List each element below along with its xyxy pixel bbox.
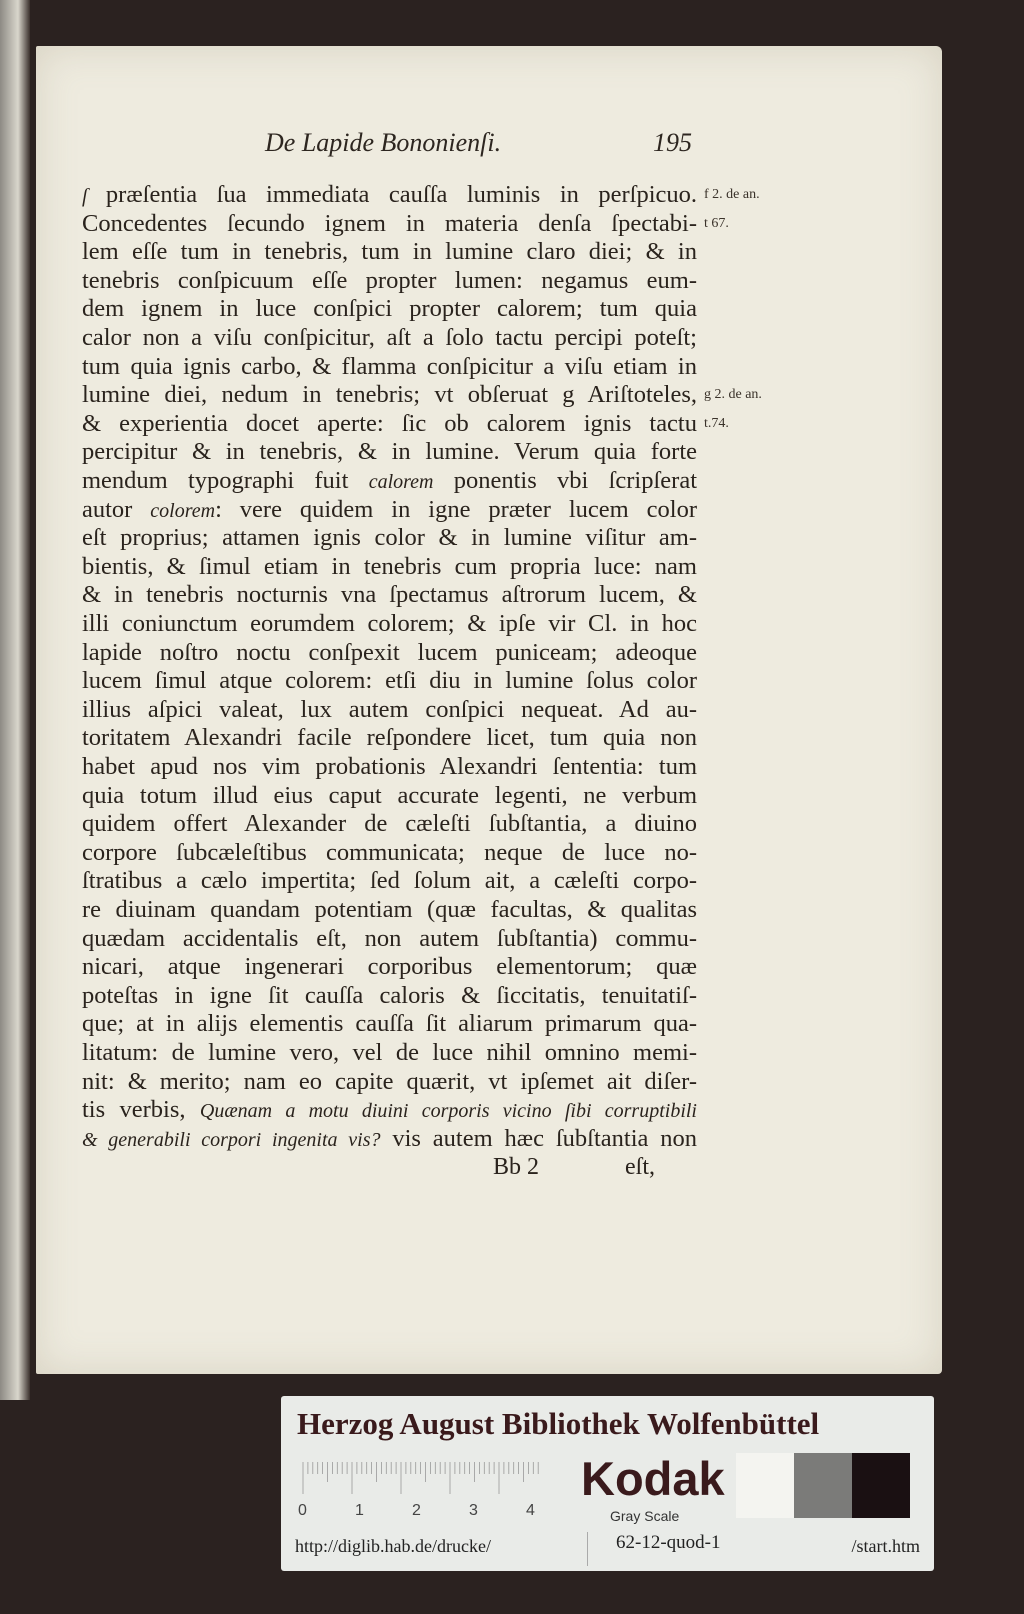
text-run: lapide noſtro noctu conſpexit lucem puniceam; adeoque [82,638,697,666]
url-suffix: /start.htm [851,1536,920,1556]
text-run: & experientia docet aperte: ſic ob calorem ignis tactu [82,409,697,437]
text-line [82,181,697,209]
text-line [82,353,697,381]
text-line [82,553,697,581]
text-run: tis verbis, [82,1096,200,1124]
text-line [82,467,697,495]
url-prefix: http://diglib.hab.de/drucke/ [295,1536,491,1556]
ruler-number: 1 [355,1502,364,1519]
text-run: : vere quidem in igne præter lucem color [215,495,697,523]
text-run: eſt proprius; attamen ignis color & in lumine viſitur am- [82,524,697,552]
text-line [82,581,697,609]
text-run: tum quia ignis carbo, & flamma conſpicitur a viſu etiam in [82,352,697,380]
catchword: eſt, [625,1154,655,1180]
text-run: toritatem Alexandri facile reſpondere licet, tum quia non [82,724,697,752]
italic-text: Quænam a motu diuini corporis vicino ſibi corruptibili [199,1100,697,1123]
signature-mark: Bb 2 [493,1154,540,1180]
text-run: quia totum illud eius caput accurate legenti, ne verbum [82,781,697,809]
adjacent-page-edge [0,0,30,1400]
ruler-number: 4 [526,1502,535,1519]
text-run: bientis, & ſimul etiam in tenebris cum propria luce: nam [82,552,697,580]
margin-note: g 2. de an. [704,387,762,403]
text-run: ſtratibus a cælo impertita; ſed ſolum ait, a cæleſti corpo- [82,867,697,895]
text-line [82,267,697,295]
italic-text: & generabili corpori ingenita vis? [82,1128,381,1151]
text-run: que; at in alijs elementis cauſſa ſit aliarum primarum qua- [82,1010,697,1038]
library-name: Herzog August Bibliothek Wolfenbüttel [297,1406,820,1441]
text-line [82,896,697,924]
text-run: autor [82,495,151,523]
running-title: De Lapide Bononienſi. [265,128,502,157]
text-run: re diuinam quandam potentiam (quæ facultas, & qualitas [82,896,697,923]
text-run: litatum: de lumine vero, vel de luce nihil omnino memi- [82,1039,697,1066]
text-line [82,438,697,466]
gray-swatch [736,1453,794,1518]
text-run: mendum typographi fuit [82,467,369,494]
text-line [82,381,697,409]
italic-text: ſ [82,185,106,207]
text-line [82,1068,697,1096]
margin-note: t 67. [704,215,729,231]
text-run: dem ignem in luce conſpici propter calorem; tum quia [82,295,697,323]
text-run: poteſtas in igne ſit cauſſa caloris & ſiccitatis, tenuitatiſ- [82,981,697,1009]
text-run: ponentis vbi ſcripſerat [433,467,697,494]
italic-text: colorem [150,499,216,522]
ruler-number: 3 [469,1502,478,1519]
shelfmark: 62-12-quod-1 [587,1532,734,1566]
text-run: vis autem hæc ſubſtantia non [380,1124,698,1152]
text-run: lem eſſe tum in tenebris, tum in lumine claro diei; & in [82,238,697,266]
text-line [82,295,697,323]
text-line [82,238,697,266]
text-line [82,810,697,838]
text-line [82,696,697,724]
text-run: corpore ſubcæleſtibus communicata; neque de luce no- [82,838,697,866]
gray-scale-label: Gray Scale [610,1508,680,1524]
text-run: nicari, atque ingenerari corporibus elementorum; quæ [82,953,697,981]
text-run: præſentia ſua immediata cauſſa luminis in perſpicuo. [105,181,697,208]
text-run: habet apud nos vim probationis Alexandri ſententia: tum [82,753,697,780]
text-line [82,1125,697,1153]
italic-text: calorem [368,471,434,493]
text-line [82,839,697,867]
text-line [82,1096,697,1124]
text-line [82,524,697,552]
text-run: lucem ſimul atque colorem: etſi diu in lumine ſolus color [82,667,697,695]
text-run: lumine diei, nedum in tenebris; vt obſeruat g Ariſtoteles, [82,381,697,409]
text-line [82,667,697,695]
text-run: & in tenebris nocturnis vna ſpectamus aſtrorum lucem, & [82,581,697,609]
text-line [82,982,697,1010]
ruler-number: 2 [412,1502,421,1519]
text-line [82,724,697,752]
ruler-scale [301,1460,541,1496]
text-line [82,867,697,895]
margin-note: f 2. de an. [704,187,760,202]
text-run: illius aſpici valeat, lux autem conſpici nequeat. Ad au- [82,695,697,723]
gray-swatch [852,1453,910,1518]
margin-note: t.74. [704,415,729,431]
text-line [82,324,697,352]
text-line [82,610,697,638]
ruler-number: 0 [298,1502,307,1519]
text-run: percipitur & in tenebris, & in lumine. Verum quia forte [82,438,697,466]
library-color-card [281,1396,934,1571]
text-line [82,953,697,981]
text-line [82,1039,697,1067]
text-run: nit: & merito; nam eo capite quærit, vt ipſemet ait diſer- [82,1067,697,1095]
text-line [82,210,697,238]
kodak-logo: Kodak [581,1452,725,1505]
text-run: illi coniunctum eorumdem colorem; & ipſe vir Cl. in hoc [82,610,697,637]
text-line [82,753,697,781]
text-line [82,639,697,667]
text-line [82,496,697,524]
text-line [82,1010,697,1038]
text-line [82,410,697,438]
page-number: 195 [653,128,692,157]
text-line [82,925,697,953]
text-run: Concedentes ſecundo ignem in materia denſa ſpectabi- [82,209,697,237]
text-run: tenebris conſpicuum eſſe propter lumen: negamus eum- [82,266,697,294]
text-run: calor non a viſu conſpicitur, aſt a ſolo tactu percipi poteſt; [82,324,697,351]
text-run: quidem offert Alexander de cæleſti ſubſtantia, a diuino [82,810,697,838]
text-run: quædam accidentalis eſt, non autem ſubſtantia) commu- [82,924,697,952]
text-line [82,782,697,810]
gray-swatch [794,1453,852,1518]
book-page [36,46,942,1374]
